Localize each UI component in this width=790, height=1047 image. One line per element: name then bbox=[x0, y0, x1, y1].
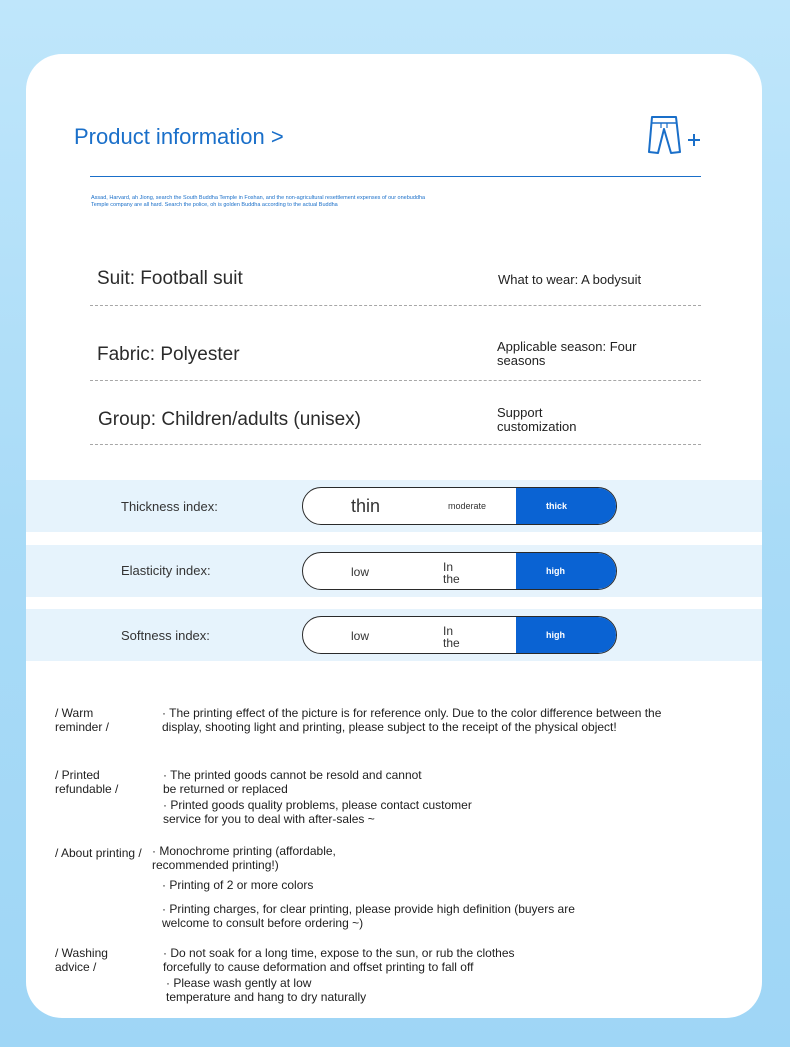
elasticity-option-high: high bbox=[546, 566, 565, 576]
thickness-option-thin: thin bbox=[351, 496, 381, 516]
spec-divider bbox=[90, 380, 701, 381]
page-title: Product information > bbox=[74, 124, 284, 149]
spec-fabric: Fabric: Polyester bbox=[97, 344, 240, 365]
elasticity-label: Elasticity index: bbox=[121, 563, 211, 578]
spec-customization: Support customization bbox=[497, 405, 577, 434]
softness-option-high: high bbox=[546, 630, 565, 640]
elasticity-option-low: low bbox=[351, 565, 370, 579]
elasticity-option-middle: In the bbox=[443, 560, 460, 586]
tagline-text: Assad, Harvard, ah Jiong, search the South Buddha Temple in Foshan, and the non-agricultural resettlement expenses of our onebuddha Temple company are all hard. Search the police, oh is golden Buddha according to the actual Buddha bbox=[91, 195, 426, 208]
spec-divider bbox=[90, 444, 701, 445]
softness-option-middle: In the bbox=[443, 624, 460, 650]
printed-refundable-label: / Printed refundable / bbox=[55, 768, 119, 796]
spec-what-to-wear: What to wear: A bodysuit bbox=[498, 272, 642, 287]
softness-label: Softness index: bbox=[121, 628, 210, 643]
softness-selected bbox=[516, 617, 617, 653]
printed-refundable-text: · The printed goods cannot be resold and cannot be returned or replaced · Printed goods quality problems, please contact customer service for you to deal with after-sales ~ bbox=[163, 768, 472, 826]
washing-advice-label: / Washing advice / bbox=[55, 946, 108, 974]
warm-reminder-text: · The printing effect of the picture is for reference only. Due to the color difference between the display, shooting light and printing, please subject to the receipt of the physical object! bbox=[162, 706, 662, 734]
spec-season: Applicable season: Four seasons bbox=[497, 339, 637, 368]
washing-advice-text: · Do not soak for a long time, expose to the sun, or rub the clothes forcefully to cause deformation and offset printing to fall off · Please wash gently at low temperature and hang to dry naturally bbox=[163, 946, 515, 1004]
spec-divider bbox=[90, 305, 701, 306]
softness-option-low: low bbox=[351, 629, 370, 643]
about-printing-label: / About printing / bbox=[55, 846, 142, 860]
elasticity-selected bbox=[516, 553, 617, 589]
thickness-label: Thickness index: bbox=[121, 499, 218, 514]
thickness-option-thick: thick bbox=[546, 501, 568, 511]
product-info-card bbox=[26, 54, 762, 1018]
elasticity-scale bbox=[302, 552, 617, 590]
thickness-option-moderate: moderate bbox=[448, 501, 487, 511]
thickness-scale bbox=[302, 487, 617, 525]
title-divider bbox=[90, 176, 701, 177]
softness-scale bbox=[302, 616, 617, 654]
warm-reminder-label: / Warm reminder / bbox=[55, 706, 110, 734]
pants-plus-icon bbox=[646, 114, 702, 158]
about-printing-text: · Monochrome printing (affordable, recommended printing!) · Printing of 2 or more colors · Printing charges, for clear printing, please provide high definition (buyers are welcome to consult before ordering ~) bbox=[152, 844, 575, 930]
spec-group: Group: Children/adults (unisex) bbox=[98, 409, 361, 430]
spec-suit: Suit: Football suit bbox=[97, 268, 243, 289]
thickness-selected bbox=[516, 488, 617, 524]
